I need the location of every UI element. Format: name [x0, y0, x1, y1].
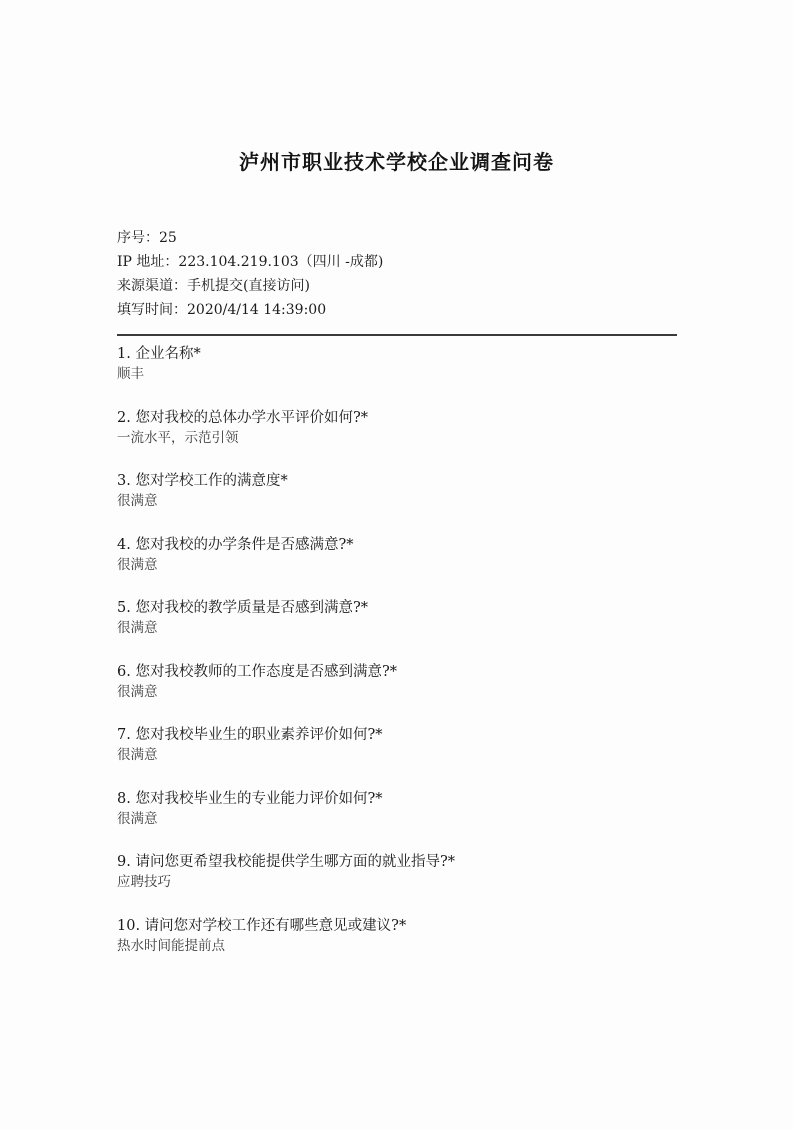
answer-text: 很满意	[117, 620, 158, 636]
question-item	[117, 724, 717, 788]
question-item	[117, 788, 717, 852]
meta-value: 25	[159, 230, 177, 246]
question-text: 6. 您对我校教师的工作态度是否感到满意?*	[117, 663, 397, 680]
meta-label: 来源渠道：	[117, 278, 187, 294]
question-item	[117, 534, 717, 598]
meta-label: 填写时间：	[117, 302, 187, 318]
question-list	[117, 343, 717, 978]
meta-row-source	[117, 274, 383, 298]
meta-label: 序号：	[117, 230, 159, 246]
response-metadata	[117, 226, 383, 322]
question-text: 8. 您对我校毕业生的专业能力评价如何?*	[117, 790, 383, 807]
question-text: 2. 您对我校的总体办学水平评价如何?*	[117, 409, 368, 426]
meta-value: 2020/4/14 14:39:00	[187, 302, 327, 318]
meta-row-time	[117, 298, 383, 322]
meta-row-ip	[117, 250, 383, 274]
answer-text: 顺丰	[117, 366, 144, 382]
answer-text: 应聘技巧	[117, 874, 171, 890]
question-item	[117, 915, 717, 979]
question-text: 9. 请问您更希望我校能提供学生哪方面的就业指导?*	[117, 854, 455, 870]
question-item	[117, 597, 717, 661]
meta-label: IP 地址：	[117, 254, 179, 270]
answer-text: 很满意	[117, 683, 158, 700]
answer-text: 一流水平，示范引领	[117, 429, 239, 446]
question-item	[117, 661, 717, 725]
section-divider	[117, 334, 677, 336]
question-text: 7. 您对我校毕业生的职业素养评价如何?*	[117, 727, 383, 743]
answer-text: 很满意	[117, 810, 158, 827]
question-text: 4. 您对我校的办学条件是否感满意?*	[117, 536, 354, 553]
meta-row-serial	[117, 226, 383, 250]
question-item	[117, 470, 717, 534]
question-text: 10. 请问您对学校工作还有哪些意见或建议?*	[117, 917, 407, 934]
meta-value: 手机提交(直接访问)	[187, 278, 310, 294]
answer-text: 热水时间能提前点	[117, 937, 225, 954]
question-text: 3. 您对学校工作的满意度*	[117, 473, 288, 489]
answer-text: 很满意	[117, 493, 158, 509]
question-item	[117, 407, 717, 471]
question-text: 5. 您对我校的教学质量是否感到满意?*	[117, 600, 368, 616]
question-item	[117, 343, 717, 407]
document-title: 泸州市职业技术学校企业调查问卷	[239, 150, 554, 174]
question-text: 1. 企业名称*	[117, 346, 201, 362]
meta-value: 223.104.219.103（四川 -成都)	[178, 254, 384, 270]
answer-text: 很满意	[117, 747, 158, 763]
question-item	[117, 851, 717, 915]
answer-text: 很满意	[117, 556, 158, 573]
